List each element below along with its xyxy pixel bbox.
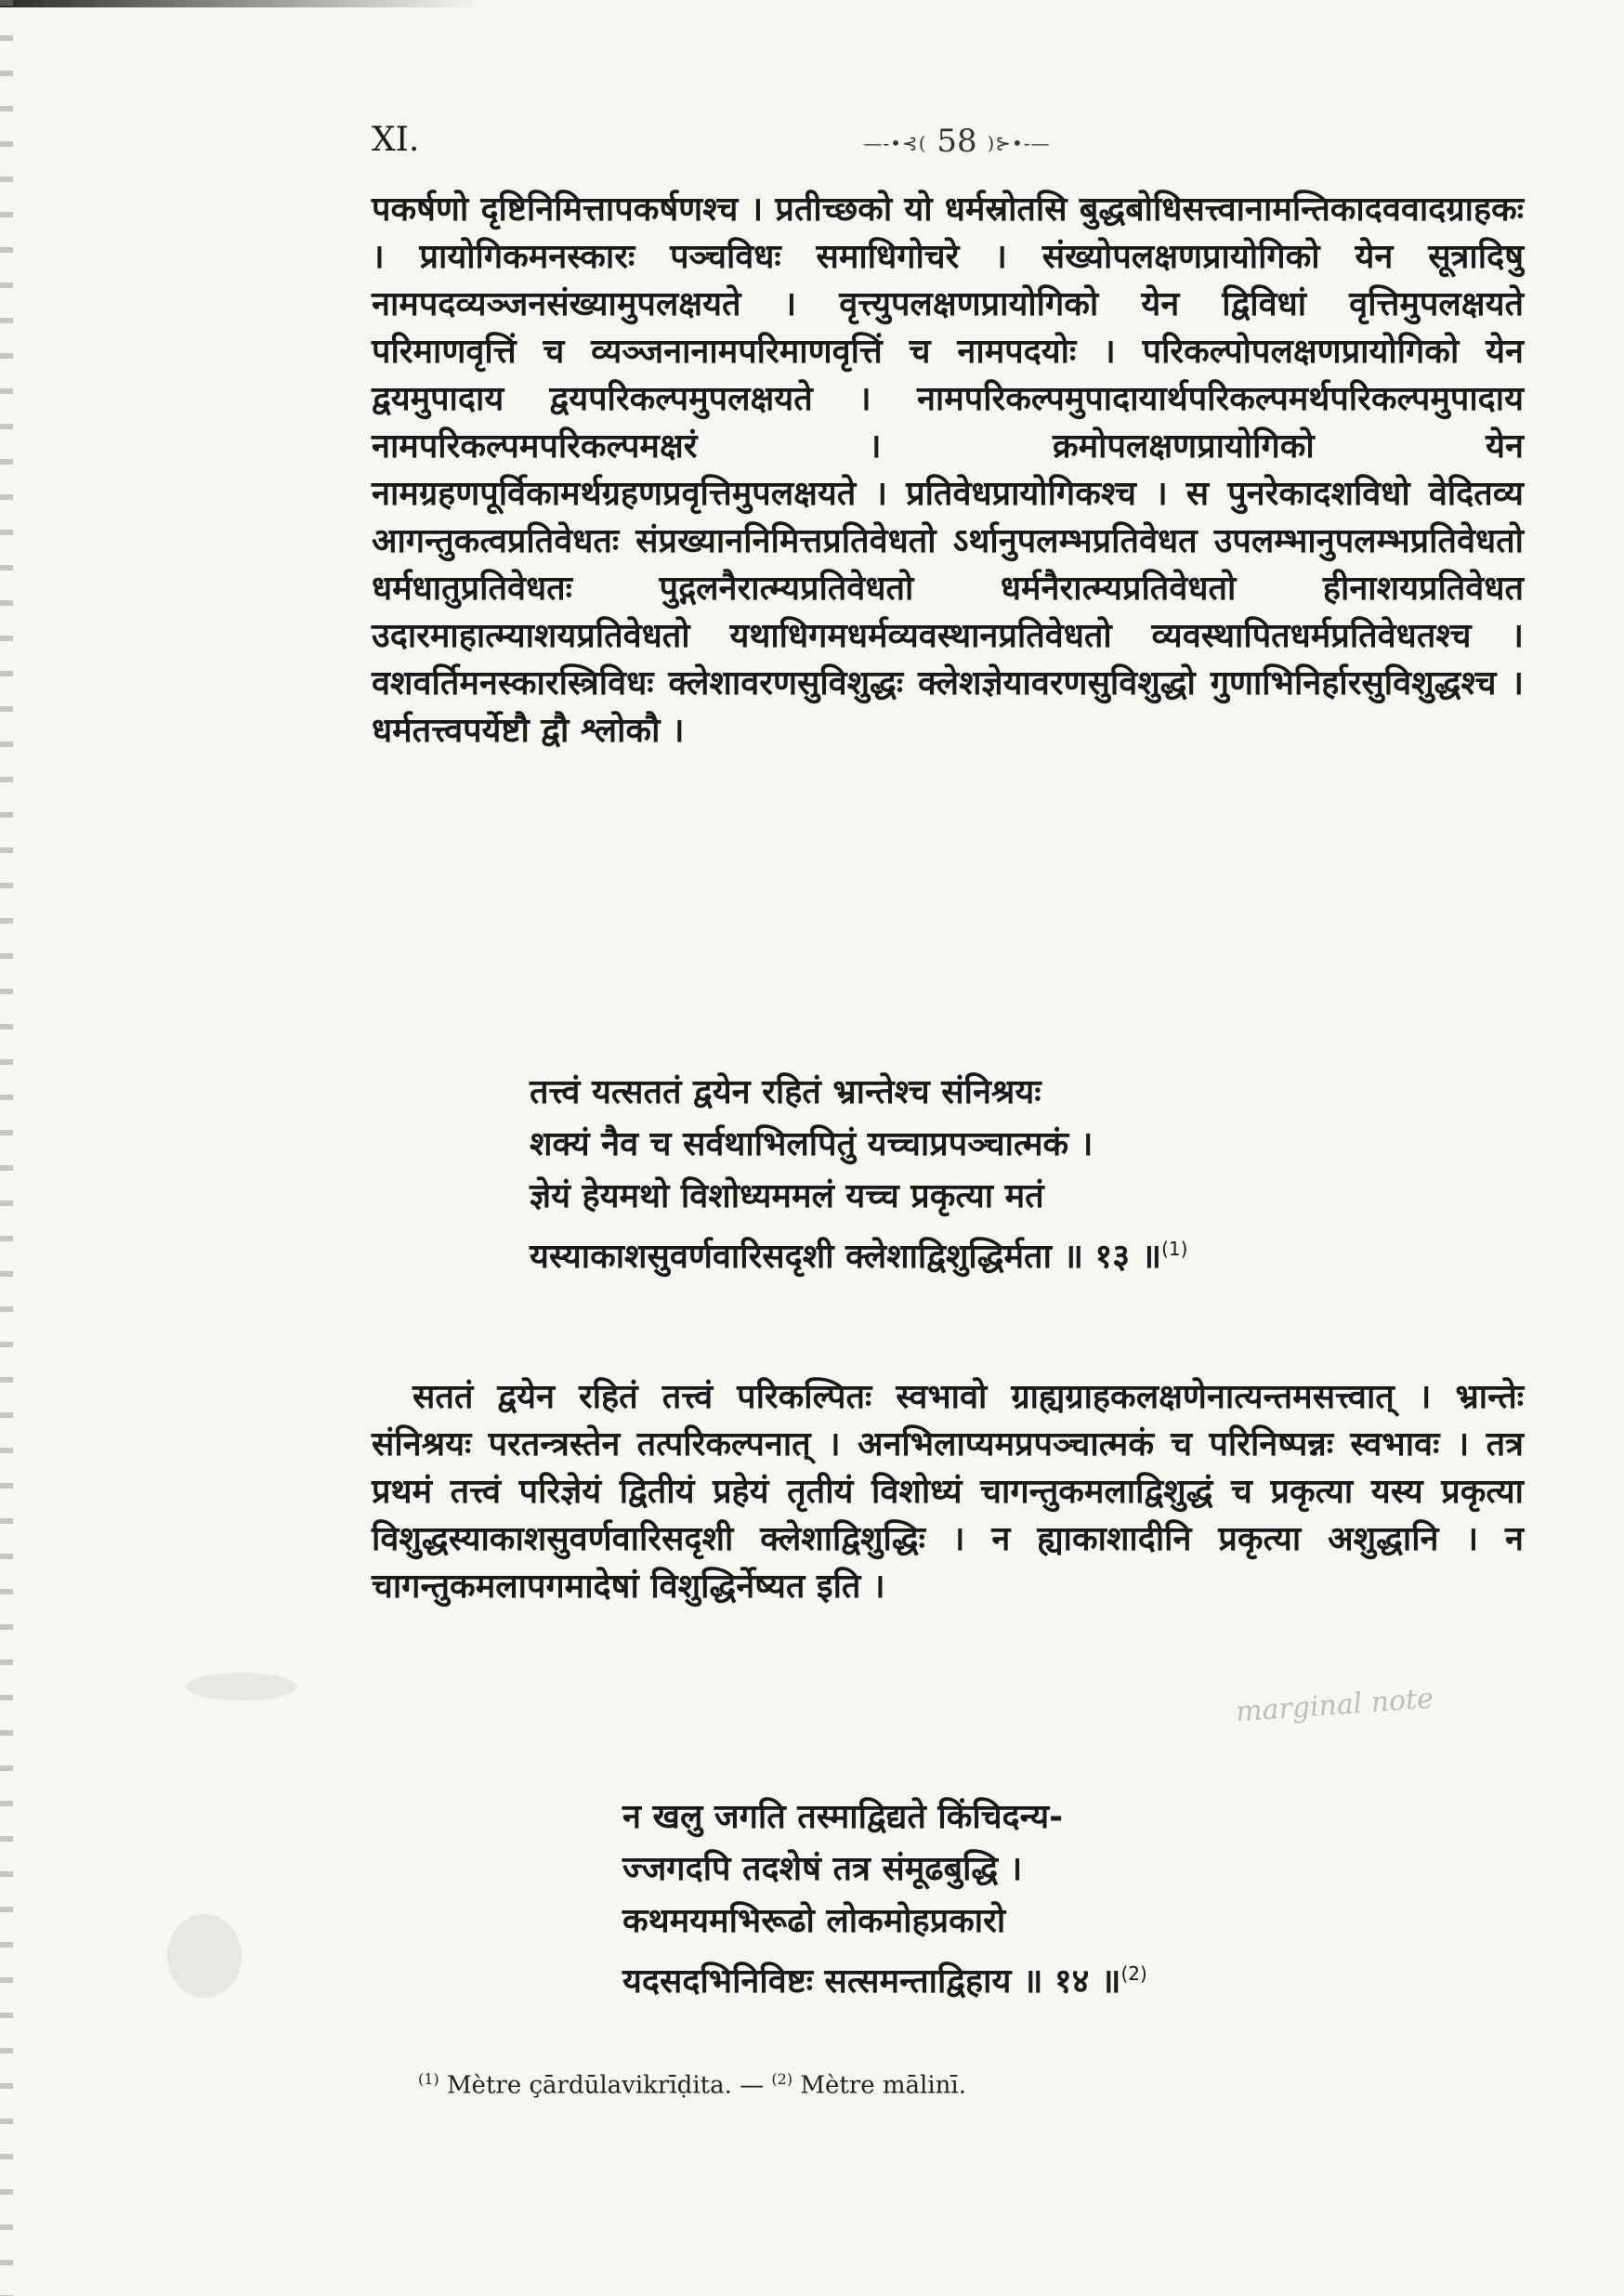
footnote-marker-1: (1): [418, 2070, 439, 2088]
verse-line: ज्ञेयं हेयमथो विशोध्यममलं यच्च प्रकृत्या मतं: [530, 1177, 1044, 1215]
verse-line-last: [530, 1223, 1187, 1283]
verse-13: [530, 1067, 1187, 1283]
footnote-text-2: Mètre mālinī.: [800, 2071, 966, 2100]
footnote-marker-2: (2): [771, 2070, 793, 2088]
page-header: [372, 121, 1524, 167]
footnote-ref-1: (1): [1161, 1238, 1188, 1260]
pencil-smudge: [186, 1673, 297, 1700]
paragraph-1: [372, 186, 1524, 754]
footnote-text-1: Mètre çārdūlavikrīḍita. —: [446, 2071, 765, 2100]
paragraph-1-text: पकर्षणो दृष्टिनिमित्तापकर्षणश्च । प्रतीच्छको यो धर्मस्रोतसि बुद्धबोधिसत्त्वानामन्तिकादववादग्राहकः । प्रायोगिकमनस्कारः पञ्चविधः समाधिगोचरे । संख्योपलक्षणप्रायोगिको येन सूत्रादिषु नामपदव्यञ्जनसंख्यामुपलक्षयते । वृत्त्युपलक्षणप्रायोगिको येन द्विविधां वृत्तिमुपलक्षयते परिमाणवृत्तिं च व्यञ्जनानामपरिमाणवृत्तिं च नामपदयोः । परिकल्पोपलक्षणप्रायोगिको येन द्वयमुपादाय द्वयपरिकल्पमुपलक्षयते । नामपरिकल्पमुपादायार्थपरिकल्पमर्थपरिकल्पमुपादाय नामपरिकल्पमपरिकल्पमक्षरं । क्रमोपलक्षणप्रायोगिको येन नामग्रहणपूर्विकामर्थग्रहणप्रवृत्तिमुपलक्षयते । प्रतिवेधप्रायोगिकश्च । स पुनरेकादशविधो वेदितव्य आगन्तुकत्वप्रतिवेधतः संप्रख्याननिमित्तप्रतिवेधतो ऽर्थानुपलम्भप्रतिवेधत उपलम्भानुपलम्भप्रतिवेधतो धर्मधातुप्रतिवेधतः पुद्गलनैरात्म्यप्रतिवेधतो धर्मनैरात्म्यप्रतिवेधतो हीनाशयप्रतिवेधत उदारमाहात्म्याशयप्रतिवेधतो यथाधिगमधर्मव्यवस्थानप्रतिवेधतो व्यवस्थापितधर्मप्रतिवेधतश्च । वशवर्तिमनस्कारस्त्रिविधः क्लेशावरणसुविशुद्धः क्लेशज्ञेयावरणसुविशुद्धो गुणाभिनिर्हारसुविशुद्धश्च । धर्मतत्त्वपर्येष्टौ द्वौ श्लोकौ ।: [372, 190, 1524, 750]
verse-line: कथमयमभिरूढो लोकमोहप्रकारो: [622, 1902, 1006, 1940]
verse-line-text: यस्याकाशसुवर्णवारिसदृशी क्लेशाद्विशुद्धिर्मता ॥ १३ ॥: [530, 1238, 1162, 1276]
paragraph-2: [372, 1373, 1524, 1610]
verse-line: ज्जगदपि तदशेषं तत्र संमूढबुद्धि ।: [622, 1850, 1023, 1888]
page-number-block: [818, 123, 1096, 160]
signature-mark: XI.: [372, 121, 420, 159]
ornament-right: )⊱•-—: [987, 132, 1051, 154]
ornament-left: —-•⊰(: [863, 132, 927, 154]
scan-edge-artifact: [0, 0, 483, 7]
verse-line: तत्त्वं यत्सततं द्वयेन रहितं भ्रान्तेश्च संनिश्रयः: [530, 1073, 1041, 1111]
margin-annotation: marginal note: [1235, 1682, 1434, 1729]
page-number: 58: [936, 123, 977, 160]
verse-line-last: [622, 1948, 1147, 2008]
pencil-smudge: [167, 1914, 242, 1998]
verse-line-text: यदसदभिनिविष्टः सत्समन्ताद्विहाय ॥ १४ ॥: [622, 1962, 1121, 2001]
verse-line: शक्यं नैव च सर्वथाभिलपितुं यच्चाप्रपञ्चात्मकं ।: [530, 1125, 1094, 1163]
footnote-ref-2: (2): [1120, 1962, 1147, 1985]
verse-14: [622, 1791, 1147, 2008]
footnotes: [418, 2070, 966, 2100]
verse-line: न खलु जगति तस्माद्विद्यते किंचिदन्य-: [622, 1798, 1064, 1836]
binding-shadow: [0, 0, 13, 2296]
paragraph-2-text: सततं द्वयेन रहितं तत्त्वं परिकल्पितः स्वभावो ग्राह्यग्राहकलक्षणेनात्यन्तमसत्त्वात् । भ्रान्तेः संनिश्रयः परतन्त्रस्तेन तत्परिकल्पनात् । अनभिलाप्यमप्रपञ्चात्मकं च परिनिष्पन्नः स्वभावः । तत्र प्रथमं तत्त्वं परिज्ञेयं द्वितीयं प्रहेयं तृतीयं विशोध्यं चागन्तुकमलाद्विशुद्धं च प्रकृत्या यस्य प्रकृत्या विशुद्धस्याकाशसुवर्णवारिसदृशी क्लेशाद्विशुद्धिः । न ह्याकाशादीनि प्रकृत्या अशुद्धानि । न चागन्तुकमलापगमादेषां विशुद्धिर्नेष्यत इति ।: [372, 1378, 1524, 1606]
